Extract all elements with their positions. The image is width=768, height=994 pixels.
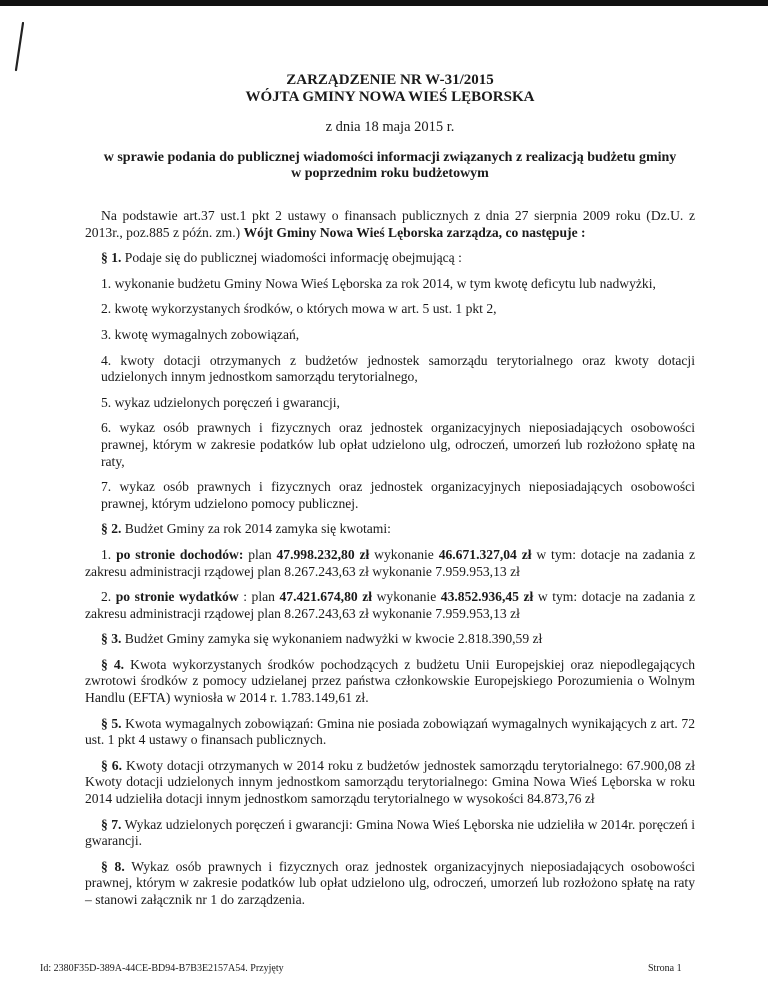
document-subject: w sprawie podania do publicznej wiadomości informacji związanych z realizacją budżetu gminy w poprzednim roku budżetowym <box>103 150 677 181</box>
s1-item-5: 5. wykaz udzielonych poręczeń i gwarancji, <box>101 394 340 410</box>
section-8: § 8. Wykaz osób prawnych i fizycznych oraz jednostek organizacyjnych nieposiadających osobowości prawnej, którym w zakresie podatków lub opłat udzielono ulg, odroczeń, umorzeń lub rozłożono spłatę na raty – stanowi załącznik nr 1 do zarządzenia. <box>85 858 696 907</box>
section-4: § 4. Kwota wykorzystanych środków pochodzących z budżetu Unii Europejskiej oraz niepodlegających zwrotowi środków z pomocy udzielanej przez państwa członkowskie Europejskiego Porozumienia o Wolnym Handlu (EFTA) wyniosła w 2014 r. 1.783.149,61 zł. <box>85 656 696 706</box>
page-top-edge <box>0 0 768 6</box>
s1-item-1: 1. wykonanie budżetu Gminy Nowa Wieś Lęborska za rok 2014, w tym kwotę deficytu lub nadwyżki, <box>101 275 656 291</box>
section-5: § 5. Kwota wymagalnych zobowiązań: Gmina nie posiada zobowiązań wymagalnych wynikających z art. 72 ust. 1 pkt 4 ustawy o finansach publicznych. <box>85 715 696 748</box>
s2-expenses: 2. po stronie wydatków : plan 47.421.674,80 zł wykonanie 43.852.936,45 zł w tym: dotacje na zadania z zakresu administracji rządowej plan 8.267.243,63 zł wykonanie 7.959.953,13 zł <box>85 589 695 621</box>
section-7: § 7. Wykaz udzielonych poręczeń i gwarancji: Gmina Nowa Wieś Lęborska nie udzieliła w 2014r. poręczeń i gwarancji. <box>85 816 695 849</box>
page-number: Strona 1 <box>648 963 682 974</box>
section-3: § 3. Budżet Gminy zamyka się wykonaniem nadwyżki w kwocie 2.818.390,59 zł <box>101 631 543 647</box>
section-1: § 1. Podaje się do publicznej wiadomości informację obejmującą : <box>101 250 462 266</box>
s1-item-2: 2. kwotę wykorzystanych środków, o których mowa w art. 5 ust. 1 pkt 2, <box>101 301 497 317</box>
s1-item-3: 3. kwotę wymagalnych zobowiązań, <box>101 326 300 342</box>
s2-income: 1. po stronie dochodów: plan 47.998.232,80 zł wykonanie 46.671.327,04 zł w tym: dotacje na zadania z zakresu administracji rządowej plan 8.267.243,63 zł wykonanie 7.959.953,13 zł <box>85 546 696 579</box>
section-2: § 2. Budżet Gminy za rok 2014 zamyka się kwotami: <box>101 521 391 537</box>
s1-item-4: 4. kwoty dotacji otrzymanych z budżetów jednostek samorządu terytorialnego oraz kwoty dotacji udzielonych innym jednostkom samorządu terytorialnego, <box>101 352 695 385</box>
handwritten-slash-mark <box>14 22 24 72</box>
document-body <box>85 68 695 909</box>
s1-item-7: 7. wykaz osób prawnych i fizycznych oraz jednostek organizacyjnych nieposiadających osobowości prawnej, którym udzielono pomocy publicznej. <box>101 479 695 511</box>
document-title: ZARZĄDZENIE NR W-31/2015 <box>286 72 494 88</box>
document-id-footer: Id: 2380F35D-389A-44CE-BD94-B7B3E2157A54. Przyjęty <box>40 963 284 974</box>
document-date: z dnia 18 maja 2015 r. <box>325 119 455 135</box>
s1-item-6: 6. wykaz osób prawnych i fizycznych oraz jednostek organizacyjnych nieposiadających osobowości prawnej, którym w zakresie podatków lub opłat udzielono ulg, odroczeń, umorzeń lub rozłożono spłatę na raty, <box>101 420 695 469</box>
document-issuer: WÓJTA GMINY NOWA WIEŚ LĘBORSKA <box>245 89 535 105</box>
section-6: § 6. Kwoty dotacji otrzymanych w 2014 roku z budżetów jednostek samorządu terytorialnego: 67.900,08 zł Kwoty dotacji udzielonych innym jednostkom samorządu terytorialnego: Gmina Nowa Wieś Lęborska w roku 2014 udzieliła dotacji innym jednostkom samorządu terytorialnego w wysokości 84.873,76 zł <box>85 757 695 807</box>
intro-paragraph: Na podstawie art.37 ust.1 pkt 2 ustawy o finansach publicznych z dnia 27 sierpnia 2009 roku (Dz.U. z 2013r., poz.885 z późn. zm.) Wójt Gminy Nowa Wieś Lęborska zarządza, co następuje : <box>85 208 695 240</box>
